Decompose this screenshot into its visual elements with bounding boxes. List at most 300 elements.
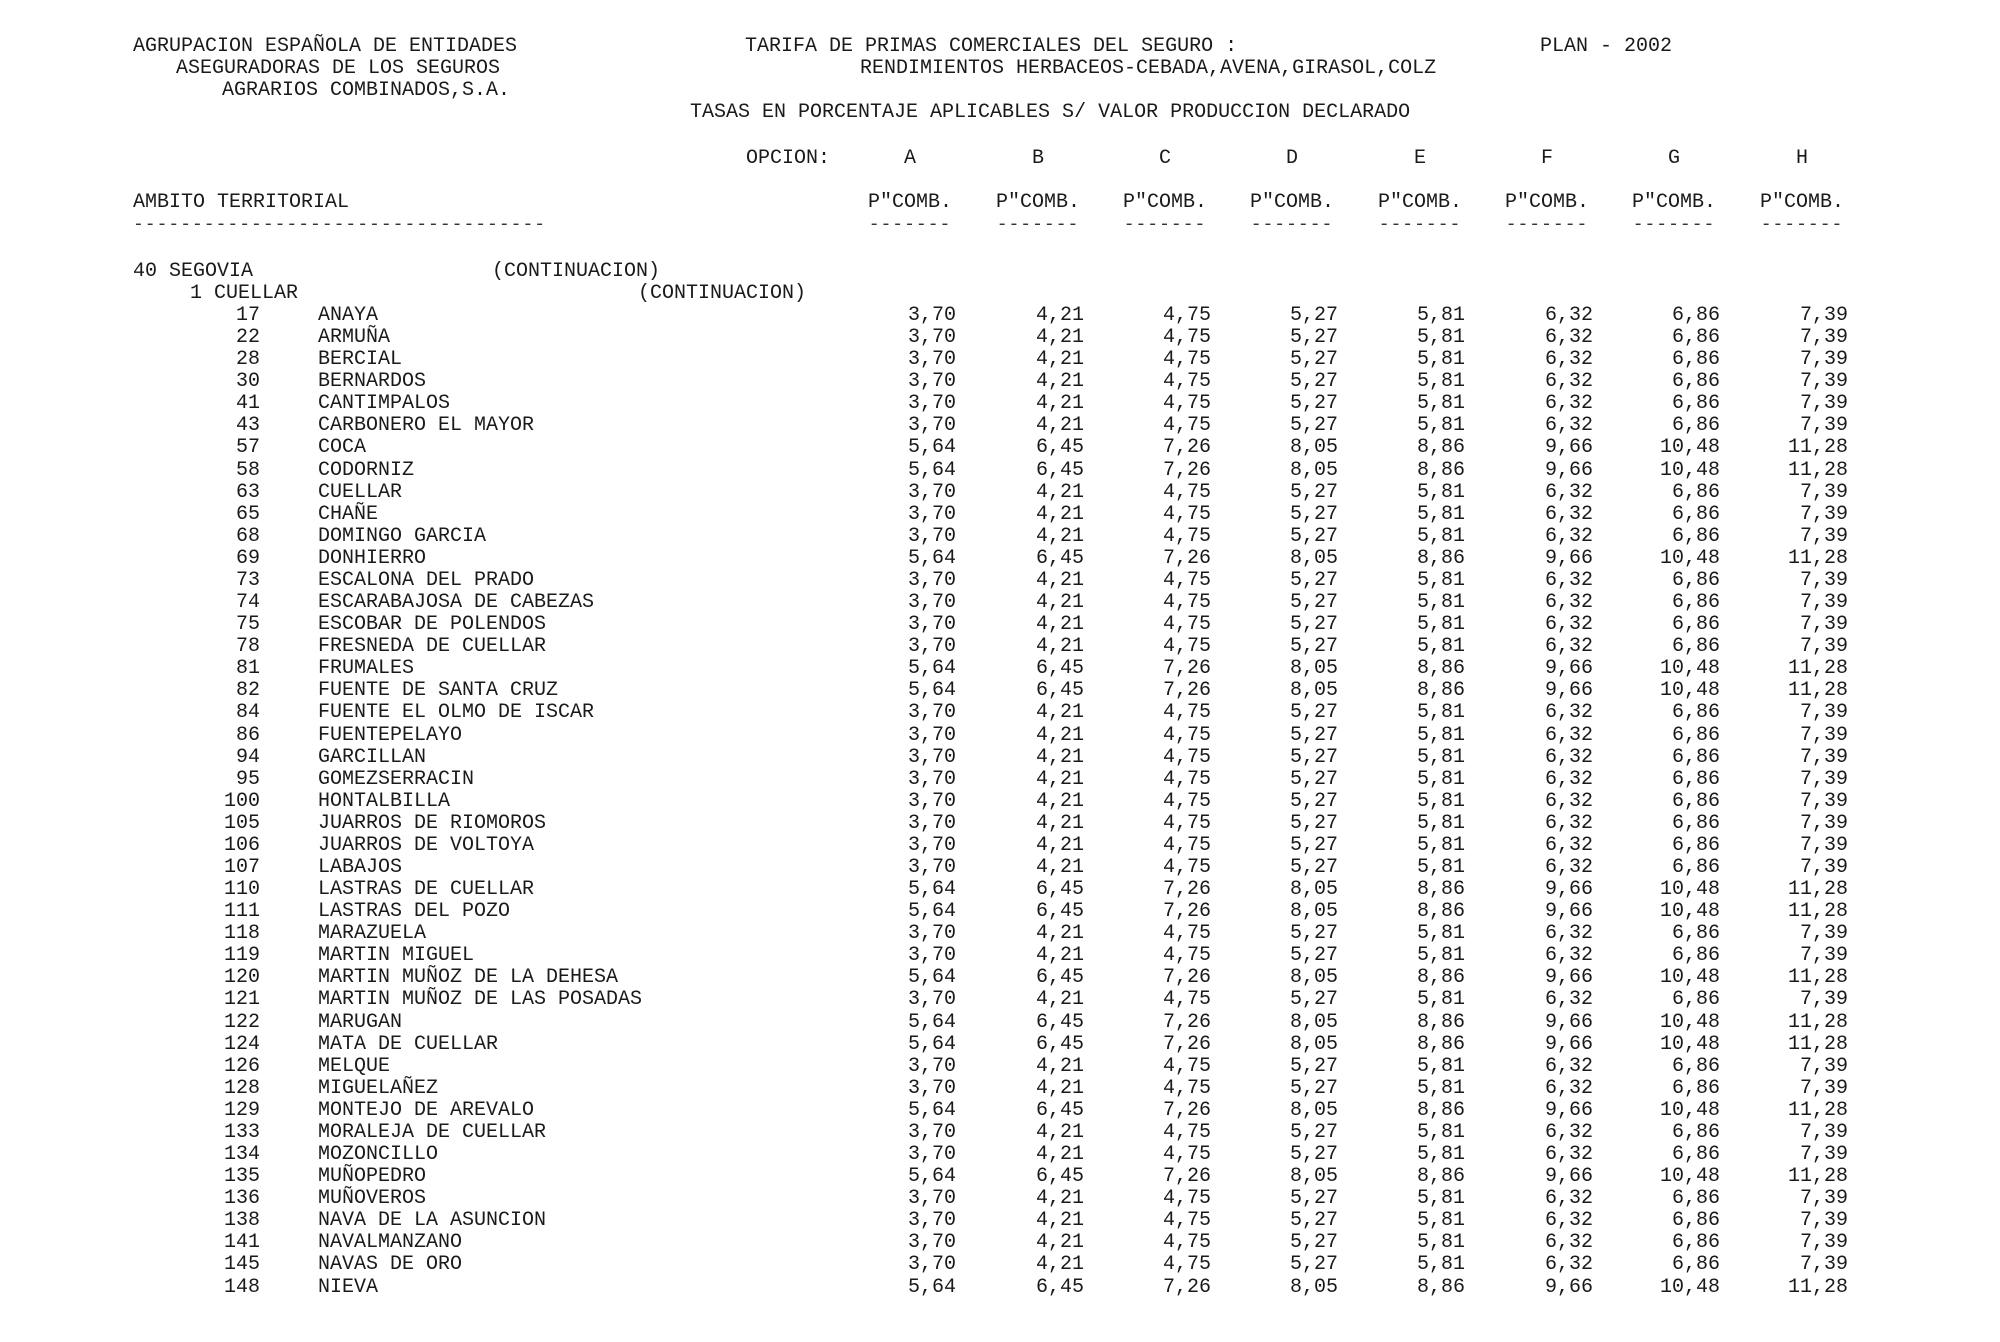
- rate-cell-b: 4,21: [1035, 348, 1084, 371]
- rate-cell-h: 7,39: [1799, 326, 1848, 349]
- municipality-code: 122: [223, 1011, 260, 1034]
- rate-cell-g: 6,86: [1671, 746, 1720, 769]
- rate-cell-d: 5,27: [1289, 1187, 1338, 1210]
- rate-cell-b: 4,21: [1035, 414, 1084, 437]
- rate-cell-c: 4,75: [1162, 635, 1211, 658]
- rate-cell-e: 5,81: [1416, 724, 1465, 747]
- option-h: H: [1795, 147, 1808, 170]
- rate-cell-a: 5,64: [907, 679, 956, 702]
- org-line-1: AGRUPACION ESPAÑOLA DE ENTIDADES: [133, 35, 518, 58]
- rate-cell-h: 7,39: [1799, 746, 1848, 769]
- rate-cell-f: 6,32: [1544, 988, 1593, 1011]
- rate-cell-g: 10,48: [1659, 436, 1720, 459]
- municipality-name: FUENTE EL OLMO DE ISCAR: [318, 701, 595, 724]
- municipality-name: COCA: [318, 436, 367, 459]
- municipality-name: MUÑOPEDRO: [318, 1165, 427, 1188]
- rate-cell-d: 8,05: [1289, 547, 1338, 570]
- rate-cell-f: 6,32: [1544, 392, 1593, 415]
- rate-cell-d: 5,27: [1289, 768, 1338, 791]
- rate-cell-d: 5,27: [1289, 834, 1338, 857]
- rate-cell-g: 10,48: [1659, 900, 1720, 923]
- rate-cell-b: 6,45: [1035, 1033, 1084, 1056]
- plan-label: PLAN - 2002: [1540, 35, 1673, 58]
- rate-cell-g: 6,86: [1671, 701, 1720, 724]
- municipality-name: MONTEJO DE AREVALO: [318, 1099, 535, 1122]
- rate-cell-d: 5,27: [1289, 481, 1338, 504]
- municipality-name: FRUMALES: [318, 657, 415, 680]
- rate-cell-g: 10,48: [1659, 679, 1720, 702]
- rate-cell-f: 9,66: [1544, 1011, 1593, 1034]
- municipality-name: MORALEJA DE CUELLAR: [318, 1121, 547, 1144]
- municipality-code: 136: [223, 1187, 260, 1210]
- rate-cell-f: 6,32: [1544, 304, 1593, 327]
- rate-cell-e: 5,81: [1416, 988, 1465, 1011]
- rate-cell-h: 7,39: [1799, 856, 1848, 879]
- municipality-name: CANTIMPALOS: [318, 392, 451, 415]
- rate-cell-e: 5,81: [1416, 834, 1465, 857]
- rate-cell-f: 6,32: [1544, 1231, 1593, 1254]
- rate-cell-c: 4,75: [1162, 1055, 1211, 1078]
- rate-cell-d: 5,27: [1289, 988, 1338, 1011]
- rate-cell-h: 7,39: [1799, 724, 1848, 747]
- rate-cell-d: 5,27: [1289, 1077, 1338, 1100]
- rate-cell-a: 5,64: [907, 1165, 956, 1188]
- rate-cell-h: 7,39: [1799, 304, 1848, 327]
- municipality-name: ESCOBAR DE POLENDOS: [318, 613, 547, 636]
- rate-cell-c: 4,75: [1162, 326, 1211, 349]
- municipality-code: 43: [235, 414, 260, 437]
- rate-cell-a: 3,70: [907, 1253, 956, 1276]
- municipality-code: 141: [223, 1231, 260, 1254]
- rate-cell-e: 8,86: [1416, 436, 1465, 459]
- rate-cell-g: 10,48: [1659, 547, 1720, 570]
- option-c: C: [1158, 147, 1171, 170]
- rate-cell-e: 8,86: [1416, 657, 1465, 680]
- rate-cell-h: 7,39: [1799, 834, 1848, 857]
- rate-cell-e: 5,81: [1416, 613, 1465, 636]
- rate-cell-g: 10,48: [1659, 966, 1720, 989]
- municipality-name: MARAZUELA: [318, 922, 427, 945]
- rate-cell-c: 7,26: [1162, 1033, 1211, 1056]
- rate-cell-h: 7,39: [1799, 1143, 1848, 1166]
- rate-cell-h: 7,39: [1799, 1209, 1848, 1232]
- rate-cell-f: 9,66: [1544, 1276, 1593, 1299]
- municipality-name: ESCARABAJOSA DE CABEZAS: [318, 591, 595, 614]
- column-header-d: P"COMB.: [1249, 191, 1334, 214]
- rate-cell-a: 3,70: [907, 1055, 956, 1078]
- municipality-name: FUENTE DE SANTA CRUZ: [318, 679, 559, 702]
- rate-cell-h: 7,39: [1799, 392, 1848, 415]
- rate-cell-c: 7,26: [1162, 966, 1211, 989]
- municipality-code: 22: [235, 326, 260, 349]
- rate-cell-e: 5,81: [1416, 569, 1465, 592]
- rate-cell-a: 5,64: [907, 547, 956, 570]
- municipality-name: GOMEZSERRACIN: [318, 768, 475, 791]
- municipality-name: BERNARDOS: [318, 370, 427, 393]
- municipality-code: 138: [223, 1209, 260, 1232]
- column-underline-f: -------: [1505, 215, 1589, 235]
- municipality-name: FUENTEPELAYO: [318, 724, 463, 747]
- rate-cell-g: 10,48: [1659, 657, 1720, 680]
- municipality-code: 86: [235, 724, 260, 747]
- rate-cell-a: 5,64: [907, 1276, 956, 1299]
- rate-cell-c: 4,75: [1162, 348, 1211, 371]
- municipality-code: 135: [223, 1165, 260, 1188]
- column-header-g: P"COMB.: [1631, 191, 1716, 214]
- municipality-name: NAVAS DE ORO: [318, 1253, 463, 1276]
- rate-cell-e: 5,81: [1416, 304, 1465, 327]
- rate-cell-h: 7,39: [1799, 569, 1848, 592]
- rate-cell-c: 7,26: [1162, 459, 1211, 482]
- rate-cell-a: 3,70: [907, 1209, 956, 1232]
- rate-cell-e: 8,86: [1416, 1033, 1465, 1056]
- rate-cell-h: 7,39: [1799, 1253, 1848, 1276]
- rate-cell-g: 10,48: [1659, 878, 1720, 901]
- rate-cell-f: 9,66: [1544, 436, 1593, 459]
- municipality-name: LABAJOS: [318, 856, 403, 879]
- rate-cell-e: 5,81: [1416, 768, 1465, 791]
- rate-cell-d: 5,27: [1289, 591, 1338, 614]
- municipality-code: 74: [235, 591, 260, 614]
- municipality-code: 73: [235, 569, 260, 592]
- municipality-name: JUARROS DE VOLTOYA: [318, 834, 535, 857]
- rate-cell-h: 7,39: [1799, 812, 1848, 835]
- rate-cell-b: 6,45: [1035, 1099, 1084, 1122]
- rate-cell-b: 4,21: [1035, 392, 1084, 415]
- municipality-name: MARUGAN: [318, 1011, 403, 1034]
- rate-cell-d: 5,27: [1289, 1143, 1338, 1166]
- rate-cell-a: 5,64: [907, 459, 956, 482]
- rate-cell-e: 8,86: [1416, 966, 1465, 989]
- rate-cell-b: 4,21: [1035, 944, 1084, 967]
- rate-cell-h: 11,28: [1787, 1276, 1848, 1299]
- rate-cell-h: 7,39: [1799, 370, 1848, 393]
- rate-cell-d: 5,27: [1289, 569, 1338, 592]
- rate-cell-g: 10,48: [1659, 1165, 1720, 1188]
- rate-cell-f: 6,32: [1544, 768, 1593, 791]
- rate-cell-a: 3,70: [907, 525, 956, 548]
- rate-cell-g: 6,86: [1671, 922, 1720, 945]
- rate-cell-g: 6,86: [1671, 525, 1720, 548]
- org-line-2: ASEGURADORAS DE LOS SEGUROS: [176, 57, 501, 80]
- rate-cell-b: 4,21: [1035, 635, 1084, 658]
- title-line-1: TARIFA DE PRIMAS COMERCIALES DEL SEGURO :: [745, 35, 1238, 58]
- rate-cell-e: 5,81: [1416, 348, 1465, 371]
- rate-cell-h: 7,39: [1799, 1231, 1848, 1254]
- rate-cell-h: 11,28: [1787, 900, 1848, 923]
- rate-cell-h: 7,39: [1799, 591, 1848, 614]
- rate-cell-b: 6,45: [1035, 459, 1084, 482]
- rate-cell-c: 7,26: [1162, 679, 1211, 702]
- rate-cell-b: 4,21: [1035, 1055, 1084, 1078]
- column-header-b: P"COMB.: [995, 191, 1080, 214]
- rate-cell-d: 8,05: [1289, 1165, 1338, 1188]
- rate-cell-e: 5,81: [1416, 790, 1465, 813]
- rate-cell-e: 5,81: [1416, 922, 1465, 945]
- rate-cell-g: 6,86: [1671, 348, 1720, 371]
- municipality-code: 57: [235, 436, 260, 459]
- rate-cell-f: 6,32: [1544, 1187, 1593, 1210]
- rate-cell-b: 4,21: [1035, 834, 1084, 857]
- municipality-name: BERCIAL: [318, 348, 403, 371]
- rate-cell-c: 4,75: [1162, 392, 1211, 415]
- rate-cell-e: 8,86: [1416, 1165, 1465, 1188]
- rate-cell-f: 6,32: [1544, 348, 1593, 371]
- rate-cell-f: 6,32: [1544, 944, 1593, 967]
- rate-cell-d: 5,27: [1289, 724, 1338, 747]
- rate-cell-g: 6,86: [1671, 392, 1720, 415]
- rate-cell-b: 4,21: [1035, 613, 1084, 636]
- rate-cell-a: 3,70: [907, 768, 956, 791]
- municipality-code: 82: [235, 679, 260, 702]
- rate-cell-d: 5,27: [1289, 1231, 1338, 1254]
- rate-cell-h: 7,39: [1799, 1077, 1848, 1100]
- rate-cell-b: 4,21: [1035, 326, 1084, 349]
- rate-cell-d: 8,05: [1289, 657, 1338, 680]
- rate-cell-c: 4,75: [1162, 1187, 1211, 1210]
- rate-cell-h: 7,39: [1799, 414, 1848, 437]
- rate-cell-h: 7,39: [1799, 1121, 1848, 1144]
- municipality-code: 94: [235, 746, 260, 769]
- rate-cell-f: 6,32: [1544, 1077, 1593, 1100]
- column-underline-b: -------: [996, 215, 1080, 235]
- rate-cell-h: 11,28: [1787, 436, 1848, 459]
- rate-cell-h: 7,39: [1799, 790, 1848, 813]
- rate-cell-h: 11,28: [1787, 679, 1848, 702]
- rate-cell-a: 5,64: [907, 878, 956, 901]
- rate-cell-g: 6,86: [1671, 1209, 1720, 1232]
- rate-cell-e: 8,86: [1416, 1099, 1465, 1122]
- rate-cell-b: 6,45: [1035, 1165, 1084, 1188]
- option-f: F: [1540, 147, 1553, 170]
- column-header-a: P"COMB.: [867, 191, 952, 214]
- rate-cell-c: 4,75: [1162, 790, 1211, 813]
- rate-cell-a: 3,70: [907, 370, 956, 393]
- rate-cell-f: 6,32: [1544, 370, 1593, 393]
- municipality-name: DONHIERRO: [318, 547, 427, 570]
- rate-cell-d: 5,27: [1289, 525, 1338, 548]
- column-header-e: P"COMB.: [1377, 191, 1462, 214]
- rate-cell-g: 10,48: [1659, 1099, 1720, 1122]
- rate-cell-c: 7,26: [1162, 1099, 1211, 1122]
- rate-cell-d: 5,27: [1289, 414, 1338, 437]
- municipality-name: CODORNIZ: [318, 459, 415, 482]
- rate-cell-f: 9,66: [1544, 1165, 1593, 1188]
- municipality-code: 129: [223, 1099, 260, 1122]
- rate-cell-g: 6,86: [1671, 569, 1720, 592]
- rate-cell-c: 4,75: [1162, 988, 1211, 1011]
- rate-cell-f: 6,32: [1544, 1055, 1593, 1078]
- municipality-name: MARTIN MIGUEL: [318, 944, 475, 967]
- rate-cell-c: 7,26: [1162, 657, 1211, 680]
- rate-cell-f: 6,32: [1544, 1253, 1593, 1276]
- option-a: A: [903, 147, 916, 170]
- municipality-name: MUÑOVEROS: [318, 1187, 427, 1210]
- municipality-code: 110: [223, 878, 260, 901]
- rate-cell-h: 11,28: [1787, 1033, 1848, 1056]
- rate-cell-b: 4,21: [1035, 1187, 1084, 1210]
- rate-cell-f: 6,32: [1544, 922, 1593, 945]
- rate-cell-f: 6,32: [1544, 613, 1593, 636]
- rate-cell-f: 6,32: [1544, 326, 1593, 349]
- rate-cell-a: 3,70: [907, 635, 956, 658]
- rate-cell-c: 4,75: [1162, 746, 1211, 769]
- municipality-name: LASTRAS DE CUELLAR: [318, 878, 535, 901]
- municipality-name: MOZONCILLO: [318, 1143, 439, 1166]
- municipality-code: 100: [223, 790, 260, 813]
- rate-cell-g: 6,86: [1671, 613, 1720, 636]
- rate-cell-b: 4,21: [1035, 746, 1084, 769]
- option-d: D: [1285, 147, 1298, 170]
- municipality-name: CHAÑE: [318, 503, 379, 526]
- rate-cell-d: 5,27: [1289, 922, 1338, 945]
- rate-cell-b: 4,21: [1035, 701, 1084, 724]
- rate-cell-g: 6,86: [1671, 326, 1720, 349]
- rate-cell-a: 5,64: [907, 966, 956, 989]
- rate-cell-h: 11,28: [1787, 459, 1848, 482]
- rate-cell-a: 3,70: [907, 812, 956, 835]
- rate-cell-e: 5,81: [1416, 1209, 1465, 1232]
- municipality-name: MELQUE: [318, 1055, 391, 1078]
- rate-cell-f: 6,32: [1544, 790, 1593, 813]
- rate-cell-h: 11,28: [1787, 1165, 1848, 1188]
- rate-cell-h: 11,28: [1787, 1011, 1848, 1034]
- rate-cell-f: 6,32: [1544, 414, 1593, 437]
- rate-cell-f: 6,32: [1544, 746, 1593, 769]
- rate-cell-h: 7,39: [1799, 481, 1848, 504]
- rate-cell-e: 5,81: [1416, 1253, 1465, 1276]
- municipality-code: 75: [235, 613, 260, 636]
- rate-cell-c: 4,75: [1162, 414, 1211, 437]
- rate-cell-a: 5,64: [907, 1033, 956, 1056]
- rate-cell-f: 9,66: [1544, 679, 1593, 702]
- rate-cell-b: 4,21: [1035, 812, 1084, 835]
- rate-cell-d: 5,27: [1289, 1209, 1338, 1232]
- rate-cell-f: 6,32: [1544, 812, 1593, 835]
- column-underline-e: -------: [1378, 215, 1462, 235]
- municipality-name: ESCALONA DEL PRADO: [318, 569, 535, 592]
- rate-cell-e: 8,86: [1416, 1011, 1465, 1034]
- rate-cell-a: 3,70: [907, 922, 956, 945]
- rate-cell-e: 8,86: [1416, 878, 1465, 901]
- rate-cell-c: 4,75: [1162, 1143, 1211, 1166]
- rate-cell-d: 8,05: [1289, 1276, 1338, 1299]
- rate-cell-b: 4,21: [1035, 503, 1084, 526]
- municipality-code: 17: [235, 304, 260, 327]
- rate-cell-c: 4,75: [1162, 701, 1211, 724]
- rate-cell-b: 4,21: [1035, 768, 1084, 791]
- rate-cell-a: 3,70: [907, 503, 956, 526]
- rate-cell-f: 9,66: [1544, 657, 1593, 680]
- municipality-code: 65: [235, 503, 260, 526]
- rate-cell-b: 4,21: [1035, 1143, 1084, 1166]
- rate-cell-h: 7,39: [1799, 988, 1848, 1011]
- rate-cell-f: 6,32: [1544, 481, 1593, 504]
- rate-cell-a: 3,70: [907, 790, 956, 813]
- rate-cell-a: 3,70: [907, 944, 956, 967]
- rate-cell-d: 5,27: [1289, 1121, 1338, 1144]
- column-header-h: P"COMB.: [1759, 191, 1844, 214]
- comarca-heading: 1 CUELLAR: [190, 282, 299, 305]
- rate-cell-g: 6,86: [1671, 1187, 1720, 1210]
- municipality-name: DOMINGO GARCIA: [318, 525, 487, 548]
- rate-cell-h: 11,28: [1787, 1099, 1848, 1122]
- rate-cell-a: 5,64: [907, 1099, 956, 1122]
- rate-cell-b: 4,21: [1035, 481, 1084, 504]
- rate-cell-c: 7,26: [1162, 878, 1211, 901]
- municipality-name: FRESNEDA DE CUELLAR: [318, 635, 547, 658]
- rate-cell-g: 6,86: [1671, 768, 1720, 791]
- rate-cell-c: 4,75: [1162, 1077, 1211, 1100]
- rate-cell-g: 6,86: [1671, 988, 1720, 1011]
- option-g: G: [1667, 147, 1680, 170]
- column-header-f: P"COMB.: [1504, 191, 1589, 214]
- rate-cell-e: 5,81: [1416, 944, 1465, 967]
- rate-cell-g: 6,86: [1671, 944, 1720, 967]
- rate-cell-d: 8,05: [1289, 1033, 1338, 1056]
- rate-cell-b: 4,21: [1035, 856, 1084, 879]
- rate-cell-h: 7,39: [1799, 922, 1848, 945]
- column-underline-h: -------: [1760, 215, 1844, 235]
- rate-cell-f: 6,32: [1544, 503, 1593, 526]
- ambito-underline: -----------------------------------: [133, 215, 547, 235]
- rate-cell-g: 6,86: [1671, 1077, 1720, 1100]
- rate-cell-g: 6,86: [1671, 1143, 1720, 1166]
- municipality-code: 84: [235, 701, 260, 724]
- municipality-name: JUARROS DE RIOMOROS: [318, 812, 547, 835]
- rate-cell-f: 6,32: [1544, 635, 1593, 658]
- rate-cell-e: 8,86: [1416, 900, 1465, 923]
- rate-cell-a: 3,70: [907, 613, 956, 636]
- rate-cell-d: 5,27: [1289, 304, 1338, 327]
- rate-cell-g: 10,48: [1659, 1276, 1720, 1299]
- municipality-name: MARTIN MUÑOZ DE LA DEHESA: [318, 966, 619, 989]
- rate-cell-g: 6,86: [1671, 503, 1720, 526]
- rate-cell-b: 4,21: [1035, 790, 1084, 813]
- municipality-name: NAVA DE LA ASUNCION: [318, 1209, 547, 1232]
- rate-cell-e: 5,81: [1416, 856, 1465, 879]
- rate-cell-c: 4,75: [1162, 922, 1211, 945]
- rate-cell-f: 6,32: [1544, 1143, 1593, 1166]
- rate-cell-a: 3,70: [907, 1231, 956, 1254]
- column-underline-a: -------: [868, 215, 952, 235]
- rate-cell-e: 5,81: [1416, 1077, 1465, 1100]
- rate-cell-a: 3,70: [907, 348, 956, 371]
- rate-cell-a: 3,70: [907, 392, 956, 415]
- municipality-name: NAVALMANZANO: [318, 1231, 463, 1254]
- rate-cell-h: 7,39: [1799, 613, 1848, 636]
- municipality-code: 41: [235, 392, 260, 415]
- municipality-name: NIEVA: [318, 1276, 379, 1299]
- org-line-3: AGRARIOS COMBINADOS,S.A.: [222, 79, 511, 102]
- rate-cell-e: 5,81: [1416, 1143, 1465, 1166]
- rate-cell-b: 6,45: [1035, 547, 1084, 570]
- rate-cell-h: 11,28: [1787, 657, 1848, 680]
- rate-cell-c: 4,75: [1162, 1121, 1211, 1144]
- rate-cell-b: 4,21: [1035, 370, 1084, 393]
- rate-cell-g: 6,86: [1671, 790, 1720, 813]
- rate-cell-d: 5,27: [1289, 370, 1338, 393]
- rate-cell-e: 5,81: [1416, 1231, 1465, 1254]
- title-line-2: RENDIMIENTOS HERBACEOS-CEBADA,AVENA,GIRASOL,COLZ: [860, 57, 1437, 80]
- municipality-code: 118: [223, 922, 260, 945]
- rate-cell-c: 4,75: [1162, 856, 1211, 879]
- rate-cell-f: 9,66: [1544, 1033, 1593, 1056]
- rate-cell-h: 11,28: [1787, 547, 1848, 570]
- rate-cell-e: 5,81: [1416, 701, 1465, 724]
- rate-cell-d: 5,27: [1289, 812, 1338, 835]
- rate-cell-a: 3,70: [907, 1187, 956, 1210]
